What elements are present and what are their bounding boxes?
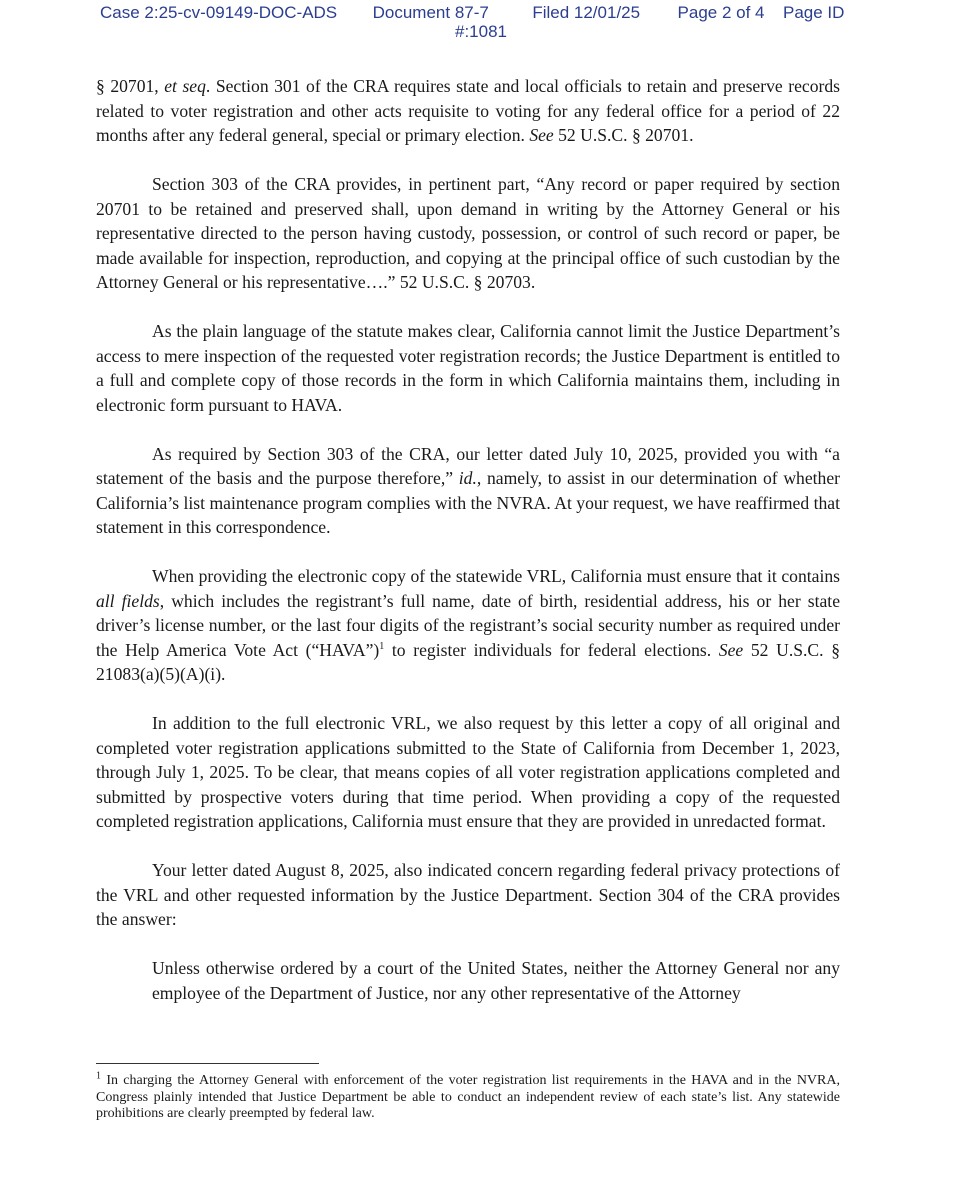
p1-text-e: 52 U.S.C. § 20701. (553, 125, 694, 145)
footnote-divider (96, 1063, 319, 1064)
document-number: Document 87-7 (372, 3, 489, 22)
filed-date: Filed 12/01/25 (532, 3, 641, 22)
p5-italic-all-fields: all fields (96, 590, 160, 611)
footnote-ref-1[interactable]: 1 (379, 640, 385, 652)
block-quote: Unless otherwise ordered by a court of the United States, neither the Attorney General nor any employee of the Department of Justice, nor any other representative of the Attorney (152, 958, 840, 1003)
p5-text-f: 52 U.S.C. § 21083(a)(5)(A)(i). (96, 639, 840, 684)
paragraph-4 (96, 442, 840, 540)
p1-text-c: . Section 301 of the CRA requires state and local officials to retain and preserve records related to voter registration and other acts requisite to voting for any federal office for a period of 22 months after any federal general, special or primary election. (96, 76, 840, 145)
paragraph-5 (96, 564, 840, 687)
paragraph-1 (96, 74, 840, 148)
p1-italic-et-seq: et seq (164, 76, 206, 96)
p1-italic-see: See (529, 125, 554, 145)
p4-text-c: , namely, to assist in our determination of whether California’s list maintenance program complies with the NVRA. At your request, we have reaffirmed that statement in this correspondence. (96, 468, 840, 537)
footnote-number: 1 (96, 1070, 101, 1082)
footnote-text: In charging the Attorney General with enforcement of the voter registration list requirements in the HAVA and in the NVRA, Congress plainly intended that Justice Department be able to conduct an independent review of each state’s list. Any statewide prohibitions are clearly preempted by federal law. (96, 1073, 840, 1121)
filing-header-line (100, 3, 844, 23)
page-count: Page 2 of 4 (677, 3, 765, 22)
paragraph-6: In addition to the full electronic VRL, we also request by this letter a copy of all original and completed voter registration applications submitted to the State of California from December 1, 2023, through July 1, 2025. To be clear, that means copies of all voter registration applications completed and submitted by prospective voters during that time period. When providing a copy of the requested completed registration applications, California must ensure that they are provided in unredacted format. (96, 713, 840, 831)
page-id-label: Page ID (782, 3, 845, 22)
p4-italic-id: id. (458, 468, 477, 488)
footnote-1 (96, 1070, 840, 1123)
paragraph-2: Section 303 of the CRA provides, in pertinent part, “Any record or paper required by section 20701 to be retained and preserved shall, upon demand in writing by the Attorney General or his representative directed to the person having custody, possession, or control of such record or paper, be made available for inspection, reproduction, and copying at the principal office of such custodian by the Attorney General or his representative….” 52 U.S.C. § 20703. (96, 174, 840, 292)
case-number: Case 2:25-cv-09149-DOC-ADS (100, 3, 338, 22)
p5-text-d: to register individuals for federal elections. (384, 639, 719, 660)
page-id-number: #:1081 (455, 22, 507, 41)
p5-text-a: When providing the electronic copy of the statewide VRL, California must ensure that it contains (152, 566, 840, 586)
paragraph-7: Your letter dated August 8, 2025, also indicated concern regarding federal privacy protections of the VRL and other requested information by the Justice Department. Section 304 of the CRA provides the answer: (96, 860, 840, 929)
p5-italic-see: See (718, 639, 744, 660)
paragraph-3: As the plain language of the statute makes clear, California cannot limit the Justice Department’s access to mere inspection of the requested voter registration records; the Justice Department is entitled to a full and complete copy of those records in the form in which California maintains them, including in electronic form pursuant to HAVA. (96, 321, 840, 415)
p5-text-c: , which includes the registrant’s full name, date of birth, residential address, his or her state driver’s license number, or the last four digits of the registrant’s social security number as required under the Help America Vote Act (“HAVA”) (96, 590, 840, 660)
letter-body (96, 74, 840, 1005)
p1-text-a: § 20701, (96, 76, 165, 96)
p4-text-a: As required by Section 303 of the CRA, our letter dated July 10, 2025, provided you with “a statement of the basis and the purpose therefore,” (96, 443, 840, 488)
